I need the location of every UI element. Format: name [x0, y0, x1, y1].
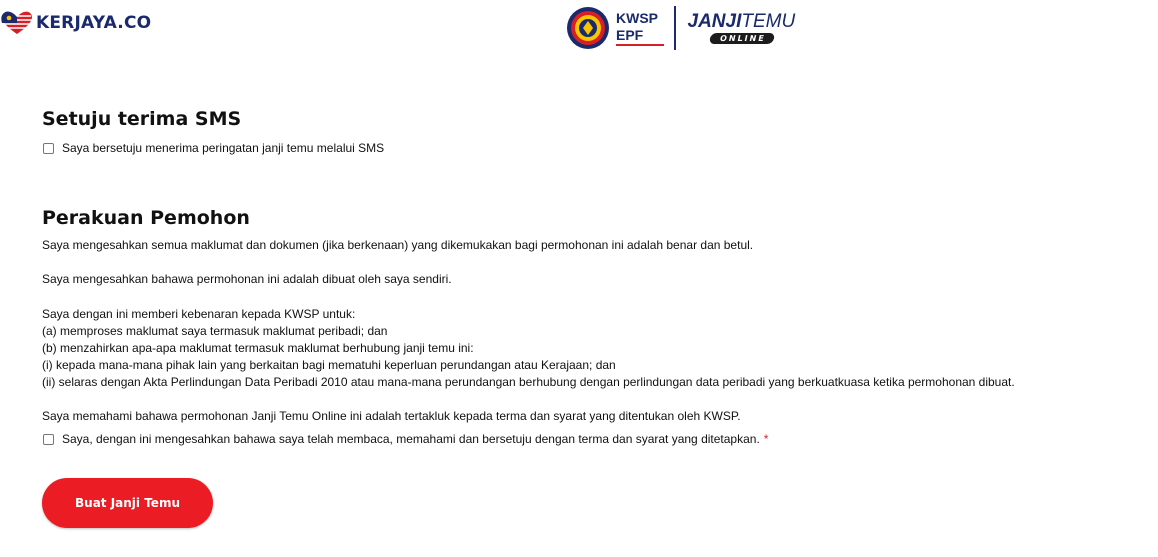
- terms-agree-checkbox[interactable]: [43, 434, 54, 445]
- janji-label: JANJI: [687, 11, 742, 32]
- kwsp-label: KWSP: [616, 9, 658, 26]
- terms-agree-row[interactable]: [42, 432, 768, 446]
- temu-label: TEMU: [741, 11, 796, 32]
- header-logo: [566, 6, 795, 50]
- consent-line: (a) memproses maklumat saya termasuk maklumat peribadi; dan: [42, 324, 388, 338]
- online-badge: ONLINE: [708, 33, 774, 44]
- watermark-text: KERJAYA.CO: [36, 13, 152, 33]
- kwsp-seal-icon: [566, 6, 610, 50]
- consent-line: (ii) selaras dengan Akta Perlindungan Data Peribadi 2010 atau mana-mana perundangan berhubung dengan perlindungan data peribadi yang berkuatkuasa ketika permohonan dibuat.: [42, 375, 1015, 389]
- epf-underline: [616, 44, 664, 46]
- declaration-paragraph-2: Saya mengesahkan bahawa permohonan ini adalah dibuat oleh saya sendiri.: [42, 272, 452, 286]
- sms-consent-label: Saya bersetuju menerima peringatan janji temu melalui SMS: [62, 141, 385, 155]
- kwsp-epf-wordmark: [616, 11, 664, 46]
- consent-line: (i) kepada mana-mana pihak lain yang berkaitan bagi mematuhi keperluan perundangan atau Kerajaan; dan: [42, 358, 616, 372]
- declaration-paragraph-4: Saya memahami bahawa permohonan Janji Temu Online ini adalah tertakluk kepada terma dan syarat yang ditentukan oleh KWSP.: [42, 409, 741, 423]
- heart-flag-icon: [0, 10, 34, 36]
- kerjaya-watermark: [0, 10, 151, 36]
- declaration-heading: Perakuan Pemohon: [42, 207, 250, 229]
- submit-appointment-button[interactable]: Buat Janji Temu: [42, 478, 213, 528]
- terms-agree-label: Saya, dengan ini mengesahkan bahawa saya telah membaca, memahami dan bersetuju dengan terma dan syarat yang ditetapkan.: [62, 432, 760, 446]
- sms-consent-row[interactable]: [42, 141, 384, 155]
- sms-section-heading: Setuju terima SMS: [42, 108, 242, 130]
- required-asterisk: *: [763, 432, 769, 446]
- janji-temu-online-logo: [688, 12, 796, 44]
- consent-line: (b) menzahirkan apa-apa maklumat termasuk maklumat berhubung janji temu ini:: [42, 341, 474, 355]
- epf-label: EPF: [616, 26, 644, 43]
- logo-divider: [674, 6, 676, 50]
- sms-consent-checkbox[interactable]: [43, 143, 54, 154]
- declaration-paragraph-1: Saya mengesahkan semua maklumat dan dokumen (jika berkenaan) yang dikemukakan bagi permohonan ini adalah benar dan betul.: [42, 238, 754, 252]
- consent-line: Saya dengan ini memberi kebenaran kepada KWSP untuk:: [42, 307, 356, 321]
